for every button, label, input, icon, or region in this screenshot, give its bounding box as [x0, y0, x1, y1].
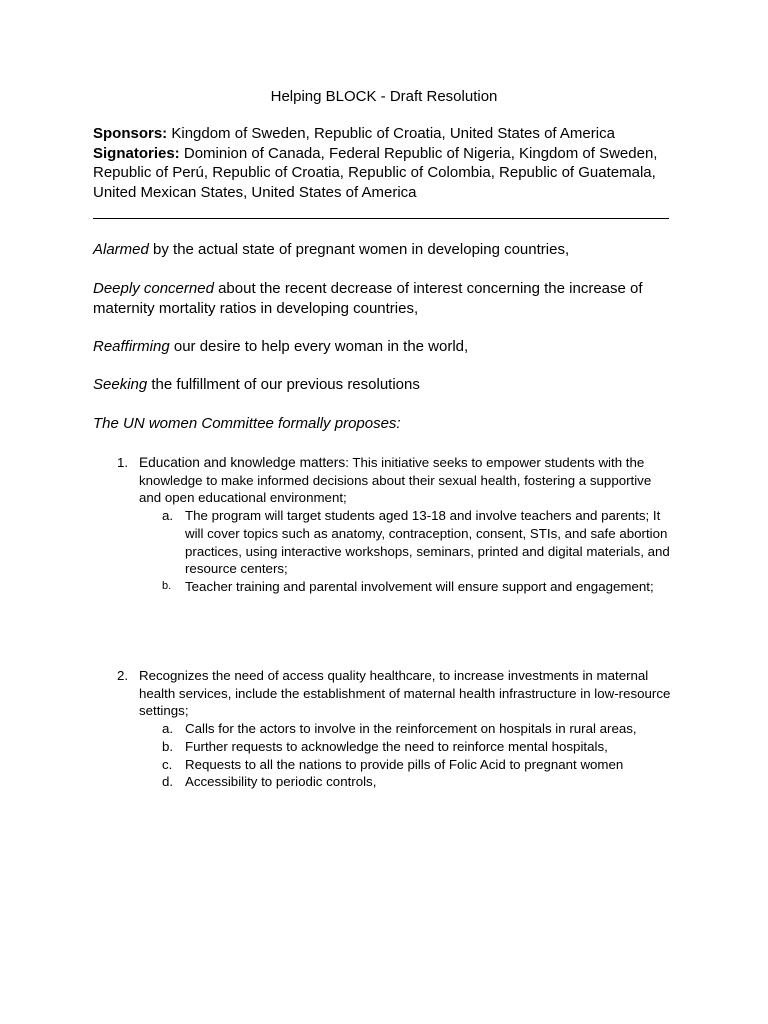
preamble-text: our desire to help every woman in the world, — [169, 338, 469, 355]
sub-clause-text: Requests to all the nations to provide pills of Folic Acid to pregnant women — [185, 756, 624, 772]
preamble-text: the fulfillment of our previous resolutions — [147, 376, 420, 393]
sub-clause — [93, 507, 673, 578]
clause-number: 1. — [117, 455, 129, 470]
preamble-clause — [93, 279, 673, 318]
clause-number: 2. — [117, 668, 129, 683]
clause-text: : This initiative seeks to empower students with the knowledge to make informed decisions about their sexual health, fostering a supportive and open educational environment; — [139, 455, 652, 506]
sub-clause — [93, 578, 673, 596]
sub-clause-text: Further requests to acknowledge the need to reinforce mental hospitals, — [185, 738, 608, 754]
signatories-label: Signatories: — [93, 144, 180, 162]
preamble-lead: Alarmed — [93, 241, 149, 258]
clause-text: Recognizes the need of access quality healthcare, to increase investments in maternal health services, include the establishment of maternal health infrastructure in low-resource settings; — [139, 668, 671, 719]
sub-clause-text: The program will target students aged 13-18 and involve teachers and parents; It will cover topics such as anatomy, contraception, consent, STIs, and safe abortion practices, using interactive workshops, seminars, printed and digital materials, and resource centers; — [185, 508, 670, 577]
preamble-text: about the recent decrease of interest concerning the increase of maternity mortality ratios in developing countries, — [93, 280, 643, 317]
operative-clause — [93, 454, 673, 596]
clause-body — [93, 454, 673, 507]
preamble-clause — [93, 337, 673, 357]
sponsors-line — [93, 124, 673, 144]
sub-clause-letter: a. — [162, 508, 174, 524]
preamble-clause — [93, 240, 673, 260]
sponsors-label: Sponsors: — [93, 125, 168, 142]
sub-clause-letter: b. — [162, 579, 172, 592]
signatories-line — [93, 144, 673, 203]
preamble-text: by the actual state of pregnant women in developing countries, — [148, 241, 570, 258]
sub-clause — [93, 738, 673, 756]
preamble-clause — [93, 375, 673, 395]
document-title: Helping BLOCK - Draft Resolution — [270, 88, 498, 105]
sub-clause-letter: b. — [162, 738, 174, 754]
sub-clause-letter: d. — [162, 774, 174, 790]
horizontal-divider — [93, 218, 669, 219]
committee-text: The UN women Committee formally proposes: — [93, 415, 401, 432]
clause-heading: Education and knowledge matters — [139, 455, 346, 470]
preamble-lead: Deeply concerned — [93, 280, 214, 297]
preamble-lead: Seeking — [93, 376, 148, 393]
signatories-text: Dominion of Canada, Federal Republic of Nigeria, Kingdom of Sweden, Republic of Perú, Republic of Croatia, Republic of Colombia, Republic of Guatemala, United Mexican States, United States of America — [93, 144, 658, 201]
committee-line — [93, 414, 673, 434]
clause-body — [93, 667, 673, 720]
sub-clause — [93, 773, 673, 791]
header-block — [93, 124, 673, 202]
sub-clause — [93, 756, 673, 774]
sub-clause-text: Teacher training and parental involvement will ensure support and engagement; — [185, 578, 654, 594]
sponsors-text: Kingdom of Sweden, Republic of Croatia, United States of America — [167, 125, 615, 142]
sub-clause-text: Accessibility to periodic controls, — [185, 774, 377, 790]
sub-clause-letter: a. — [162, 721, 174, 737]
preamble-lead: Reaffirming — [93, 338, 170, 355]
operative-clause — [93, 667, 673, 791]
sub-clause-text: Calls for the actors to involve in the reinforcement on hospitals in rural areas, — [185, 721, 637, 737]
sub-clause-letter: c. — [162, 756, 173, 772]
sub-clause — [93, 720, 673, 738]
